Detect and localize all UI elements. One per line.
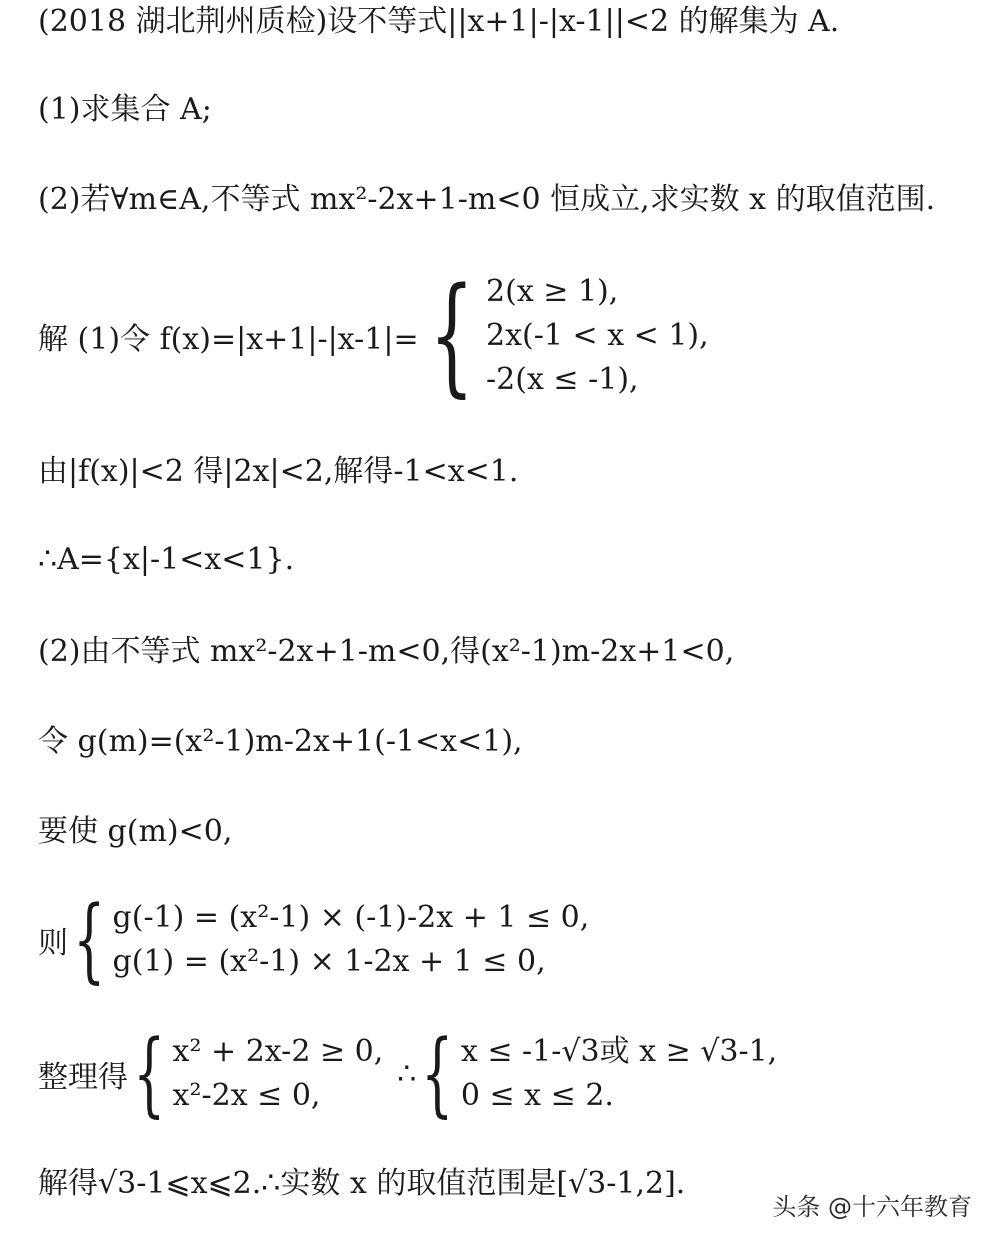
then-lead: 则 [38, 926, 68, 961]
then-cases [113, 896, 590, 984]
part1-piecewise [38, 261, 709, 410]
case-row: x² + 2x-2 ≥ 0, [172, 1034, 384, 1069]
brace-two-rows: { [133, 1020, 166, 1127]
brace-three-rows: { [428, 261, 474, 410]
abs-inequality-line: 由|f(x)|<2 得|2x|<2,解得-1<x<1. [38, 454, 519, 489]
case-row: g(-1) = (x²-1) × (-1)-2x + 1 ≤ 0, [112, 900, 590, 935]
therefore-symbol: ∴ [397, 1056, 417, 1092]
brace-two-rows: { [73, 886, 106, 993]
result-cases [461, 1030, 777, 1118]
problem-line-3: (2)若∀m∈A,不等式 mx²-2x+1-m<0 恒成立,求实数 x 的取值范围. [38, 182, 936, 217]
part2-line-2: 令 g(m)=(x²-1)m-2x+1(-1<x<1), [38, 724, 523, 759]
part1-cases [486, 270, 709, 402]
organize-lead: 整理得 [38, 1060, 128, 1095]
case-row: -2(x ≤ -1), [486, 362, 639, 397]
part1-lead: 解 (1)令 f(x)=|x+1|-|x-1|= [38, 322, 419, 357]
then-system [38, 886, 590, 993]
case-row: g(1) = (x²-1) × 1-2x + 1 ≤ 0, [112, 944, 546, 979]
problem-line-1: (2018 湖北荆州质检)设不等式||x+1|-|x-1||<2 的解集为 A. [38, 4, 840, 39]
organize-cases [173, 1030, 384, 1118]
case-row: 0 ≤ x ≤ 2. [460, 1078, 614, 1113]
part2-line-1: (2)由不等式 mx²-2x+1-m<0,得(x²-1)m-2x+1<0, [38, 634, 735, 669]
case-row: 2(x ≥ 1), [486, 274, 619, 309]
case-row: x ≤ -1-√3或 x ≥ √3-1, [460, 1034, 778, 1069]
part2-line-3: 要使 g(m)<0, [38, 814, 233, 849]
set-a-line: ∴A={x|-1<x<1}. [38, 542, 295, 577]
brace-two-rows: { [421, 1020, 454, 1127]
final-answer-line: 解得√3-1⩽x⩽2.∴实数 x 的取值范围是[√3-1,2]. [38, 1166, 686, 1201]
problem-line-2: (1)求集合 A; [38, 92, 212, 127]
watermark: 头条 @十六年教育 [772, 1193, 972, 1221]
case-row: 2x(-1 < x < 1), [486, 318, 709, 353]
organize-system [38, 1020, 778, 1127]
case-row: x²-2x ≤ 0, [172, 1078, 321, 1113]
